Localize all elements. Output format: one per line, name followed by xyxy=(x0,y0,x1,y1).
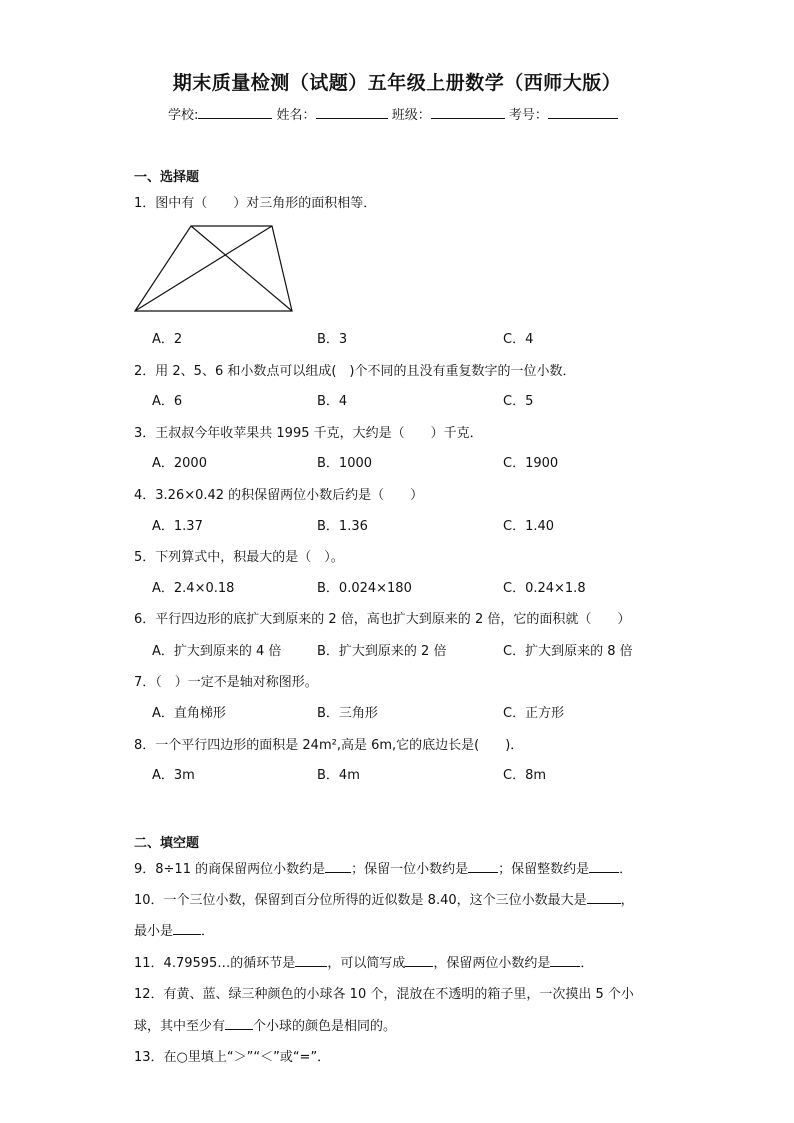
q9-blank-2[interactable] xyxy=(468,860,498,873)
q9-text-2: ；保留一位小数约是 xyxy=(351,862,469,877)
q11-text-4: ． xyxy=(580,956,594,971)
q6-option-c[interactable]: C．扩大到原来的 8 倍 xyxy=(503,644,633,659)
name-blank[interactable] xyxy=(316,106,388,119)
q2-option-a[interactable]: A．6 xyxy=(152,394,183,409)
q4-option-c[interactable]: C．1.40 xyxy=(503,519,555,534)
q11-text-1: 11．4.79595…的循环节是 xyxy=(134,956,296,971)
q10-text-3: 最小是 xyxy=(134,924,174,939)
q11-blank-2[interactable] xyxy=(405,954,433,967)
q7-option-b[interactable]: B．三角形 xyxy=(317,706,378,721)
q6-option-b[interactable]: B．扩大到原来的 2 倍 xyxy=(317,644,447,659)
diagonal-2 xyxy=(135,226,272,311)
q4-option-b[interactable]: B．1.36 xyxy=(317,519,368,534)
question-9 xyxy=(134,858,632,877)
question-11 xyxy=(134,952,593,971)
q11-blank-3[interactable] xyxy=(550,954,580,967)
question-10-line-2 xyxy=(134,920,214,939)
exam-title: 期末质量检测（试题）五年级上册数学（西师大版） xyxy=(172,72,622,94)
question-2-stem: 2．用 2、5、6 和小数点可以组成( )个不同的且没有重复数字的一位小数． xyxy=(134,364,576,379)
q11-blank-1[interactable] xyxy=(295,954,327,967)
trapezoid-figure xyxy=(134,222,298,314)
q3-option-b[interactable]: B．1000 xyxy=(317,456,373,471)
q10-text-1: 10．一个三位小数，保留到百分位所得的近似数是 8.40，这个三位小数最大是 xyxy=(134,893,587,908)
q4-option-a[interactable]: A．1.37 xyxy=(152,519,203,534)
q12-blank-1[interactable] xyxy=(225,1017,253,1030)
q11-text-2: ，可以简写成 xyxy=(327,956,406,971)
q2-option-c[interactable]: C．5 xyxy=(503,394,534,409)
q8-option-b[interactable]: B．4m xyxy=(317,768,360,783)
q12-text-1: 球，其中至少有 xyxy=(134,1019,226,1034)
q7-option-c[interactable]: C．正方形 xyxy=(503,706,565,721)
q9-text-4: ． xyxy=(619,862,633,877)
q1-option-b[interactable]: B．3 xyxy=(317,332,348,347)
school-label: 学校: xyxy=(168,108,199,123)
question-4-stem: 4．3.26×0.42 的积保留两位小数后约是（ ） xyxy=(134,488,424,503)
q10-text-4: ． xyxy=(201,924,215,939)
school-blank[interactable] xyxy=(198,106,272,119)
q5-option-c[interactable]: C．0.24×1.8 xyxy=(503,581,586,596)
q3-option-c[interactable]: C．1900 xyxy=(503,456,559,471)
q9-text-3: ；保留整数约是 xyxy=(498,862,590,877)
question-6-stem: 6．平行四边形的底扩大到原来的 2 倍，高也扩大到原来的 2 倍，它的面积就（ ） xyxy=(134,612,631,627)
q2-option-b[interactable]: B．4 xyxy=(317,394,348,409)
q3-option-a[interactable]: A．2000 xyxy=(152,456,207,471)
q9-blank-3[interactable] xyxy=(589,860,619,873)
diagonal-1 xyxy=(191,226,292,311)
q8-option-c[interactable]: C．8m xyxy=(503,768,547,783)
q9-blank-1[interactable] xyxy=(325,860,351,873)
q5-option-a[interactable]: A．2.4×0.18 xyxy=(152,581,235,596)
question-8-stem: 8．一个平行四边形的面积是 24m²,高是 6m,它的底边长是( )． xyxy=(134,738,524,753)
q10-text-2: ， xyxy=(620,893,634,908)
student-info-line xyxy=(168,104,618,123)
q12-text-2: 个小球的颜色是相同的。 xyxy=(253,1019,397,1034)
q11-text-3: ，保留两位小数约是 xyxy=(433,956,551,971)
class-blank[interactable] xyxy=(431,106,505,119)
section-title-fill: 二、填空题 xyxy=(134,836,200,851)
question-5-stem: 5．下列算式中，积最大的是（ ）。 xyxy=(134,550,344,565)
q10-blank-2[interactable] xyxy=(173,922,201,935)
q1-option-c[interactable]: C．4 xyxy=(503,332,534,347)
q9-text-1: 9．8÷11 的商保留两位小数约是 xyxy=(134,862,326,877)
question-3-stem: 3．王叔叔今年收苹果共 1995 千克，大约是（ ）千克． xyxy=(134,426,483,441)
question-10-line-1 xyxy=(134,889,634,908)
q7-option-a[interactable]: A．直角梯形 xyxy=(152,706,226,721)
question-13: 13．在○里填上“＞”“＜”或“=”． xyxy=(134,1050,331,1065)
question-12-line-2 xyxy=(134,1015,396,1034)
q5-option-b[interactable]: B．0.024×180 xyxy=(317,581,412,596)
q6-option-a[interactable]: A．扩大到原来的 4 倍 xyxy=(152,644,282,659)
question-7-stem: 7．（ ）一定不是轴对称图形。 xyxy=(134,675,318,690)
q1-option-a[interactable]: A．2 xyxy=(152,332,183,347)
section-title-choice: 一、选择题 xyxy=(134,170,200,185)
name-label: 姓名： xyxy=(276,108,316,123)
question-12-line-1: 12．有黄、蓝、绿三种颜色的小球各 10 个，混放在不透明的箱子里，一次摸出 5 个小 xyxy=(134,987,634,1002)
trapezoid-outline xyxy=(135,226,292,311)
exam-no-label: 考号： xyxy=(508,108,548,123)
question-1-stem: 1．图中有（ ）对三角形的面积相等． xyxy=(134,196,377,211)
q8-option-a[interactable]: A．3m xyxy=(152,768,195,783)
class-label: 班级： xyxy=(391,108,431,123)
q10-blank-1[interactable] xyxy=(587,891,621,904)
exam-no-blank[interactable] xyxy=(548,106,618,119)
